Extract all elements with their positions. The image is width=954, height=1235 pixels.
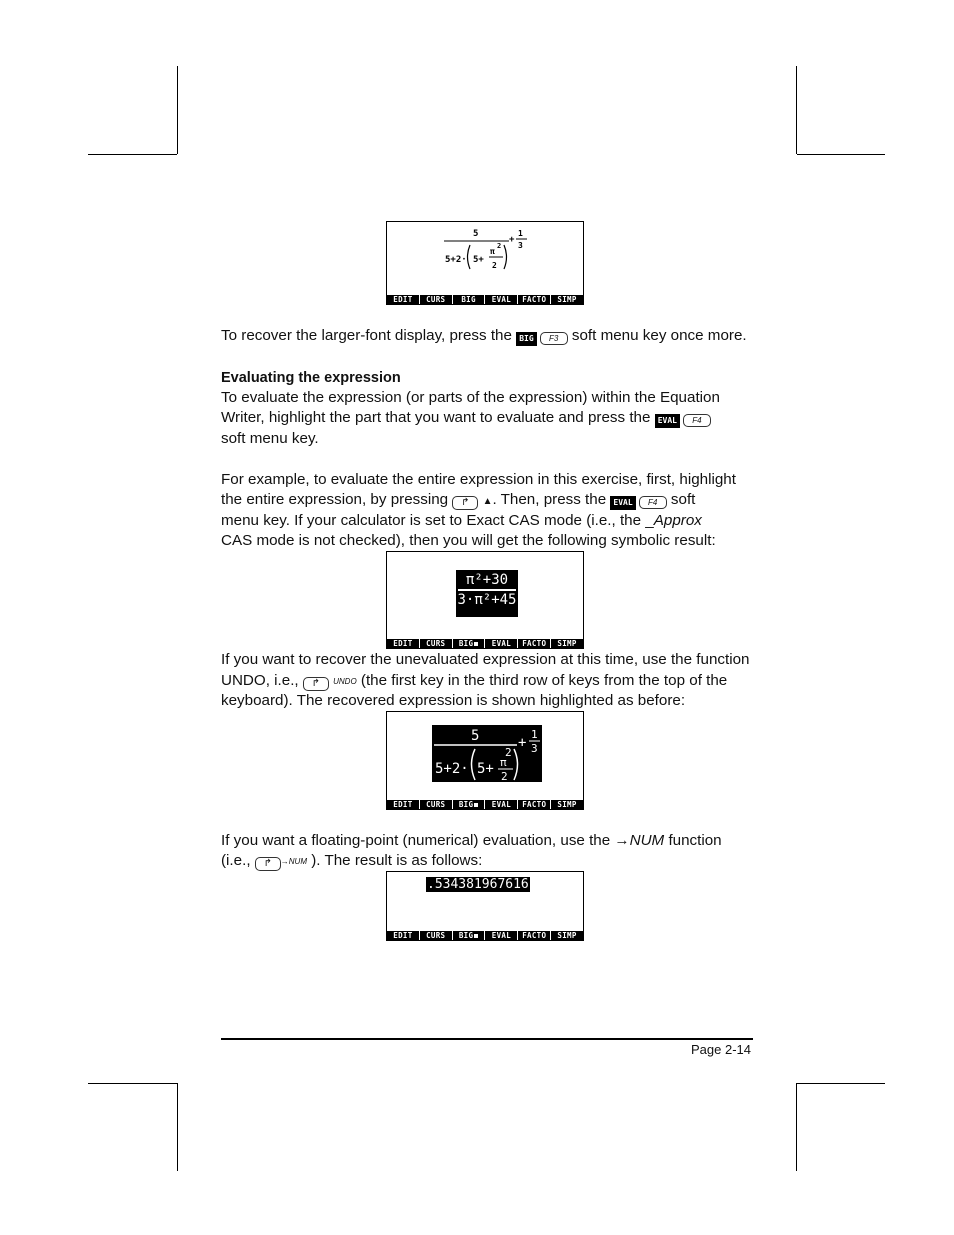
menu-key-facto[interactable]: FACTO — [517, 295, 550, 304]
up-arrow-key-icon: ▲ — [482, 496, 493, 507]
paragraph-text: Writer, highlight the part that you want to evaluate and press the — [221, 409, 651, 426]
right-shift-key-icon: ↱ — [452, 496, 478, 510]
paragraph-line: keyboard). The recovered expression is shown highlighted as before: — [221, 692, 686, 709]
svg-text:3: 3 — [531, 742, 538, 755]
f4-key-icon: F4 — [639, 496, 667, 509]
menu-key-big[interactable]: BIG — [452, 931, 485, 940]
svg-text:5+: 5+ — [477, 761, 494, 777]
svg-text:+: + — [518, 735, 527, 751]
small-font-expression — [387, 222, 583, 294]
paragraph-line — [221, 831, 766, 852]
paragraph-line: For example, to evaluate the entire expression in this exercise, first, highlight — [221, 471, 736, 488]
highlighted-result — [456, 570, 518, 617]
svg-text:3: 3 — [518, 241, 523, 250]
soft-menu-bar — [387, 931, 583, 940]
menu-key-curs[interactable]: CURS — [419, 800, 452, 809]
numeric-result: .534381967616 — [427, 877, 529, 892]
paragraph-line: CAS mode is not checked), then you will get the following symbolic result: — [221, 532, 716, 549]
paragraph-text: To recover the larger-font display, press the — [221, 327, 512, 344]
svg-text:5+2·: 5+2· — [435, 761, 469, 777]
undo-key-label: UNDO — [333, 677, 357, 686]
f3-key-icon: F3 — [540, 332, 568, 345]
menu-key-edit[interactable]: EDIT — [393, 295, 413, 304]
menu-key-edit[interactable]: EDIT — [393, 639, 413, 648]
paragraph-text: If you want a floating-point (numerical) evaluation, use the — [221, 832, 611, 849]
paragraph-line: If you want to recover the unevaluated expression at this time, use the function — [221, 651, 750, 668]
paragraph-text: ). The result is as follows: — [311, 852, 483, 869]
paragraph-text: UNDO, i.e., — [221, 672, 299, 689]
menu-key-simp[interactable]: SIMP — [550, 931, 583, 940]
footer-rule — [221, 1038, 753, 1040]
menu-key-eval[interactable]: EVAL — [484, 639, 517, 648]
section-heading: Evaluating the expression — [221, 370, 401, 386]
svg-text:2: 2 — [505, 746, 512, 759]
menu-key-curs[interactable]: CURS — [419, 295, 452, 304]
paragraph-text: function — [668, 832, 722, 849]
menu-key-facto[interactable]: FACTO — [517, 931, 550, 940]
menu-key-facto[interactable]: FACTO — [517, 800, 550, 809]
num-function-text: →NUM — [614, 832, 665, 849]
result-numerator: π²+30 — [465, 572, 509, 588]
calculator-screen-symbolic-result — [386, 551, 584, 649]
svg-text:2: 2 — [501, 770, 508, 783]
crop-mark — [177, 66, 178, 154]
paragraph-text: soft — [670, 491, 696, 508]
eval-softkey: EVAL — [610, 496, 635, 510]
paragraph-text: (i.e., — [221, 852, 251, 869]
num-key-label: →NUM — [280, 857, 307, 866]
svg-text:π: π — [490, 247, 495, 256]
menu-key-simp[interactable]: SIMP — [550, 639, 583, 648]
menu-key-eval[interactable]: EVAL — [484, 295, 517, 304]
paragraph-recover-font — [221, 326, 766, 347]
crop-mark — [797, 154, 885, 155]
menu-key-simp[interactable]: SIMP — [550, 800, 583, 809]
right-shift-key-icon: ↱ — [303, 677, 329, 691]
crop-mark — [88, 1083, 177, 1084]
result-denominator: 3·π²+45 — [457, 592, 517, 608]
menu-key-big[interactable]: BIG — [452, 295, 485, 304]
menu-key-edit[interactable]: EDIT — [393, 931, 413, 940]
recovered-expression — [387, 712, 583, 800]
fraction-bar — [458, 589, 516, 591]
paragraph-line — [221, 490, 766, 513]
paragraph-line: soft menu key. — [221, 430, 319, 447]
crop-mark — [796, 1083, 797, 1171]
calculator-screen-recovered-expression — [386, 711, 584, 810]
crop-mark — [797, 1083, 885, 1084]
paragraph-line — [221, 671, 766, 693]
svg-text:π: π — [500, 756, 507, 769]
menu-key-big[interactable]: BIG — [452, 639, 485, 648]
calculator-screen-small-font — [386, 221, 584, 305]
svg-text:5+2·: 5+2· — [445, 255, 467, 265]
crop-mark — [177, 1083, 178, 1171]
paragraph-text: (the first key in the third row of keys from the top of the — [360, 672, 728, 689]
paragraph-line — [221, 511, 766, 532]
paragraph-text: soft menu key once more. — [571, 327, 747, 344]
soft-menu-bar — [387, 800, 583, 809]
svg-text:1: 1 — [518, 229, 523, 238]
crop-mark — [88, 154, 177, 155]
svg-text:5+: 5+ — [473, 255, 484, 265]
calculator-screen-numeric-result — [386, 871, 584, 941]
paragraph-text: . Then, press the — [492, 491, 607, 508]
crop-mark — [796, 66, 797, 154]
page-number: Page 2-14 — [691, 1042, 751, 1057]
menu-key-simp[interactable]: SIMP — [550, 295, 583, 304]
menu-key-big[interactable]: BIG — [452, 800, 485, 809]
menu-key-facto[interactable]: FACTO — [517, 639, 550, 648]
menu-key-eval[interactable]: EVAL — [484, 800, 517, 809]
big-softkey: BIG — [516, 332, 536, 346]
soft-menu-bar — [387, 295, 583, 304]
paragraph-line — [221, 408, 766, 429]
svg-text:+: + — [509, 235, 515, 245]
f4-key-icon: F4 — [683, 414, 711, 427]
menu-key-curs[interactable]: CURS — [419, 639, 452, 648]
menu-key-edit[interactable]: EDIT — [393, 800, 413, 809]
paragraph-line: To evaluate the expression (or parts of the expression) within the Equation — [221, 389, 720, 406]
menu-key-curs[interactable]: CURS — [419, 931, 452, 940]
eval-softkey: EVAL — [655, 414, 680, 428]
svg-text:2: 2 — [492, 261, 497, 270]
right-shift-key-icon: ↱ — [255, 857, 281, 871]
svg-text:5: 5 — [471, 728, 480, 744]
paragraph-line — [221, 851, 766, 873]
soft-menu-bar — [387, 639, 583, 648]
svg-text:2: 2 — [497, 242, 502, 250]
menu-key-eval[interactable]: EVAL — [484, 931, 517, 940]
paragraph-text: menu key. If your calculator is set to Exact CAS mode (i.e., the _ — [221, 512, 654, 529]
svg-text:5: 5 — [473, 229, 479, 239]
approx-text: Approx — [653, 512, 702, 529]
paragraph-text: the entire expression, by pressing — [221, 491, 449, 508]
svg-text:1: 1 — [531, 728, 538, 741]
